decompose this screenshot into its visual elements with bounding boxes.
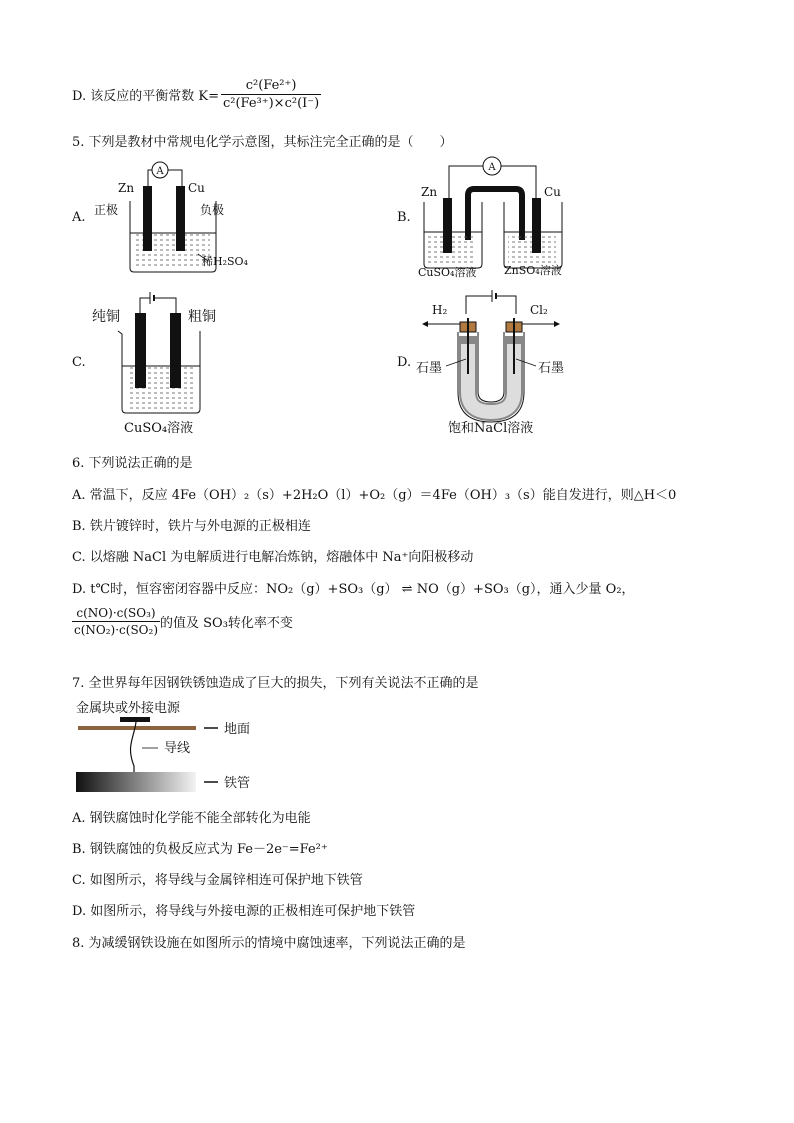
- solution-label-c: CuSO₄溶液: [124, 421, 194, 436]
- nacl-solution-label: 饱和NaCl溶液: [448, 421, 534, 436]
- q7-option-b: B. 钢铁腐蚀的负极反应式为 Fe－2e⁻=Fe²⁺: [72, 842, 328, 857]
- pure-copper-label: 纯铜: [92, 309, 120, 325]
- q5-stem: 5. 下列是教材中常规电化学示意图，其标注完全正确的是（ ）: [72, 135, 453, 150]
- q7-option-c: C. 如图所示，将导线与金属锌相连可保护地下铁管: [72, 873, 363, 888]
- graphite-left-label: 石墨: [416, 361, 443, 376]
- q6-option-d-continuation: [72, 606, 293, 637]
- cl2-label: Cl₂: [530, 303, 548, 317]
- q5-option-a-letter: A.: [72, 210, 86, 225]
- crude-copper-label: 粗铜: [188, 309, 216, 325]
- fraction-denominator: c²(Fe³⁺)×c²(I⁻): [222, 95, 320, 111]
- cu-label-b: Cu: [544, 185, 561, 199]
- negative-label-a: 负极: [200, 203, 225, 217]
- cu-label-a: Cu: [188, 181, 205, 195]
- zn-electrode: [143, 186, 152, 251]
- q7-option-a: A. 钢铁腐蚀时化学能不能全部转化为电能: [72, 811, 311, 826]
- zn-label-b: Zn: [421, 185, 438, 199]
- positive-label-a: 正极: [94, 203, 119, 217]
- ammeter-b-label: A: [488, 162, 496, 173]
- q6-option-d: D. t℃时，恒容密闭容器中反应：NO₂（g）+SO₃（g） ⇌ NO（g）+SO₃（g），通入少量 O₂，: [72, 582, 635, 597]
- equilibrium-constant-fraction: [221, 78, 321, 111]
- zn-label-a: Zn: [118, 181, 135, 195]
- ammeter-a-label: A: [156, 166, 164, 177]
- cu-electrode: [176, 186, 185, 251]
- q6-option-a: A. 常温下，反应 4Fe（OH）₂（s）+2H₂O（l）+O₂（g）＝4Fe（OH）₃（s）能自发进行，则△H＜0: [72, 488, 677, 503]
- fig-ground-label: 地面: [224, 722, 251, 737]
- q5-option-d-letter: D.: [397, 355, 412, 370]
- h2-label: H₂: [432, 303, 448, 317]
- q5-figure-d: [410, 284, 590, 436]
- concentration-ratio-fraction: [72, 606, 160, 637]
- q6-option-d-tail: 的值及 SO₃转化率不变: [160, 616, 293, 631]
- q5-figure-c: [88, 286, 238, 438]
- fig-pipe-label: 铁管: [224, 776, 251, 791]
- left-solution-b: CuSO₄溶液: [418, 266, 477, 279]
- q5-option-b-letter: B.: [397, 210, 411, 225]
- q7-option-d: D. 如图所示，将导线与外接电源的正极相连可保护地下铁管: [72, 904, 416, 919]
- q5-option-c-letter: C.: [72, 355, 86, 370]
- solution-label-a: 稀H₂SO₄: [202, 255, 248, 268]
- q6-option-c: C. 以熔融 NaCl 为电解质进行电解冶炼钠，熔融体中 Na⁺向阳极移动: [72, 550, 474, 565]
- q7-figure: [74, 694, 274, 798]
- q7-stem: 7. 全世界每年因钢铁锈蚀造成了巨大的损失，下列有关说法不正确的是: [72, 676, 479, 691]
- graphite-right-label: 石墨: [538, 361, 565, 376]
- right-solution-b: ZnSO₄溶液: [504, 264, 562, 277]
- q4-option-d: [72, 70, 321, 118]
- q4-option-d-label: D. 该反应的平衡常数 K=: [72, 88, 219, 104]
- q6-stem: 6. 下列说法正确的是: [72, 456, 193, 471]
- fraction-numerator: c²(Fe²⁺): [221, 78, 321, 95]
- fig-top-label: 金属块或外接电源: [76, 701, 181, 716]
- q8-stem: 8. 为减缓钢铁设施在如图所示的情境中腐蚀速率，下列说法正确的是: [72, 936, 466, 951]
- ratio-numerator: c(NO)·c(SO₃): [72, 606, 160, 622]
- ratio-denominator: c(NO₂)·c(SO₂): [74, 623, 158, 637]
- fig-wire-label: 导线: [164, 741, 191, 756]
- q5-figure-b: [410, 150, 590, 280]
- q5-figure-a: [88, 158, 268, 278]
- q6-option-b: B. 铁片镀锌时，铁片与外电源的正极相连: [72, 519, 311, 534]
